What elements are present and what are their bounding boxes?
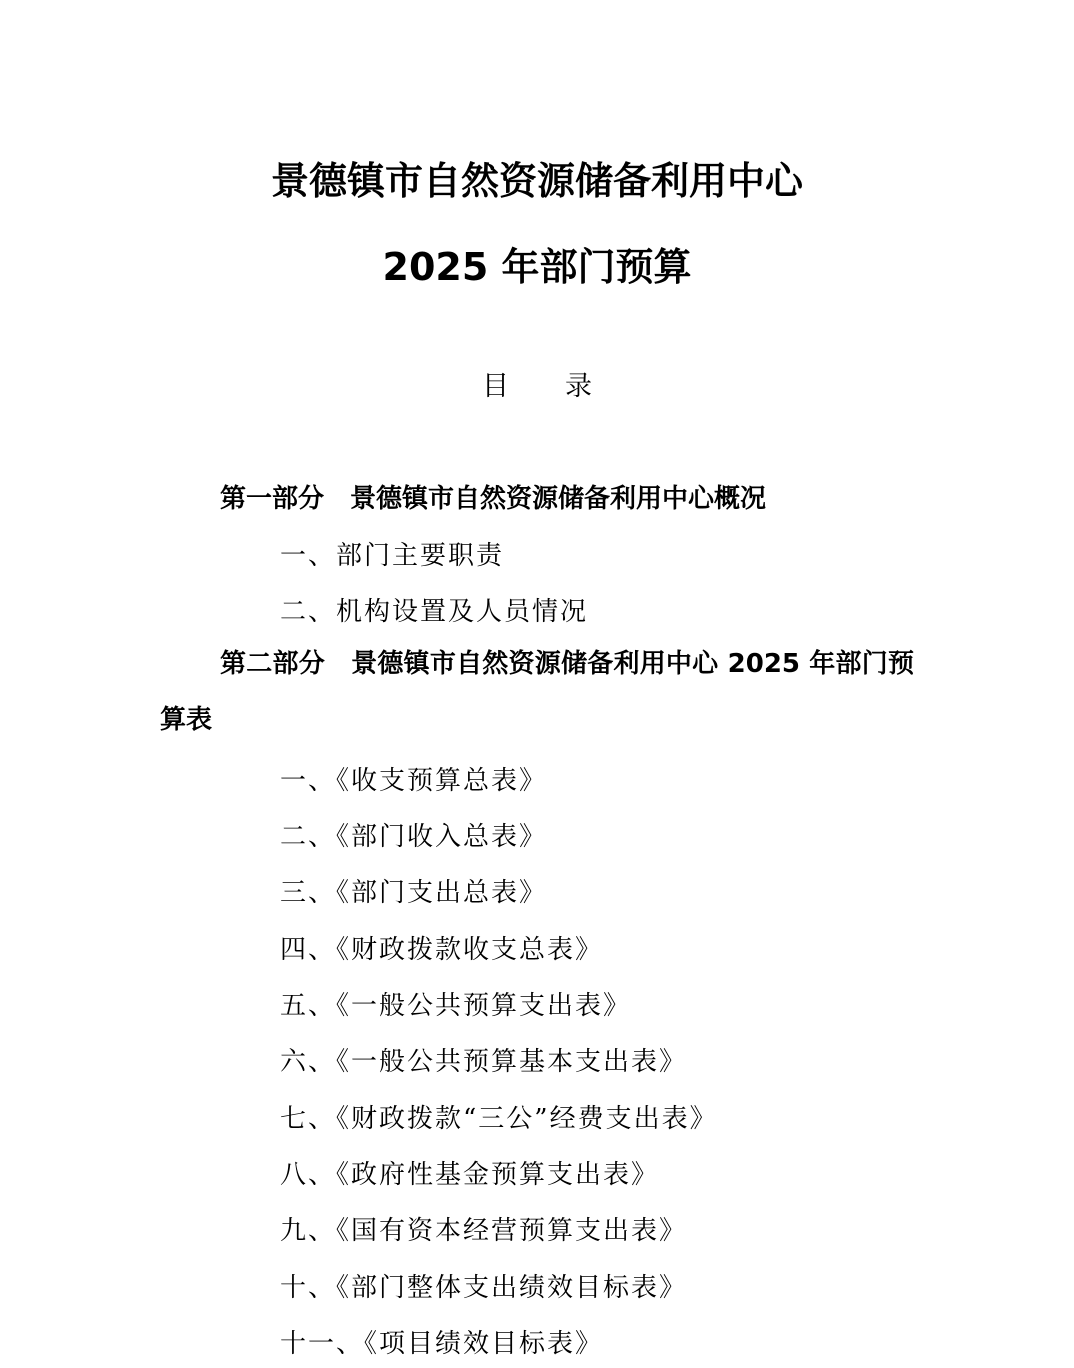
toc-item: 五、《一般公共预算支出表》 — [280, 991, 632, 1021]
toc-item: 十一、《项目绩效目标表》 — [280, 1329, 604, 1359]
toc-item: 二、《部门收入总表》 — [280, 822, 548, 852]
toc-item: 一、《收支预算总表》 — [280, 766, 548, 796]
document-title-line2: 2025 年部门预算 — [382, 245, 692, 289]
toc-heading: 目录 — [482, 371, 648, 402]
toc-part2-heading: 第二部分 景德镇市自然资源储备利用中心 2025 年部门预算表 — [160, 649, 914, 735]
toc-item: 三、《部门支出总表》 — [280, 878, 548, 908]
toc-item: 一、部门主要职责 — [280, 541, 505, 571]
toc-item: 九、《国有资本经营预算支出表》 — [280, 1216, 688, 1246]
toc-item: 四、《财政拨款收支总表》 — [280, 935, 604, 965]
document-title-line1: 景德镇市自然资源储备利用中心 — [270, 159, 803, 203]
toc-item: 二、机构设置及人员情况 — [280, 597, 589, 627]
toc-item: 六、《一般公共预算基本支出表》 — [280, 1047, 688, 1077]
toc-part1-heading: 第一部分 景德镇市自然资源储备利用中心概况 — [220, 484, 767, 514]
toc-item: 十、《部门整体支出绩效目标表》 — [280, 1273, 688, 1303]
toc-item: 七、《财政拨款“三公”经费支出表》 — [280, 1104, 718, 1134]
toc-item: 八、《政府性基金预算支出表》 — [280, 1160, 660, 1190]
